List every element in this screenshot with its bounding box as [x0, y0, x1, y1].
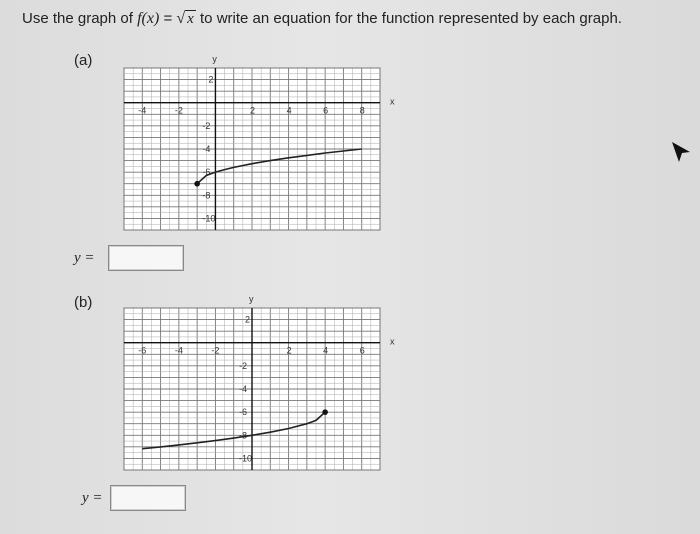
x-tick-label: 8 — [359, 105, 365, 116]
part-b-label: (b) — [74, 294, 93, 311]
y-tick-label: -10 — [202, 213, 216, 224]
y-tick-label: -6 — [202, 167, 211, 178]
part-b-answer-prefix: y = — [82, 490, 103, 506]
y-tick-label: -2 — [239, 360, 248, 371]
equals-sign: = — [159, 10, 177, 27]
y-tick-label: -4 — [202, 144, 211, 154]
x-tick-label: -6 — [138, 345, 147, 356]
x-tick-label: 2 — [286, 345, 292, 356]
radical-sign: √ — [176, 10, 186, 27]
y-axis-label: y — [212, 54, 217, 64]
graph-a — [110, 50, 400, 240]
question-prefix: Use the graph of — [22, 10, 138, 27]
y-tick-label: -8 — [202, 190, 211, 201]
part-a-answer-input[interactable] — [108, 245, 184, 271]
y-tick-label: -10 — [239, 453, 253, 464]
x-tick-label: 4 — [323, 345, 329, 356]
x-axis-label: x — [390, 96, 395, 107]
x-tick-label: 4 — [286, 105, 292, 116]
x-tick-label: 6 — [323, 105, 329, 116]
y-tick-label: 2 — [208, 74, 214, 85]
radicand: x — [187, 11, 194, 27]
question-text — [22, 10, 622, 28]
y-tick-label: 2 — [245, 314, 251, 325]
part-b-answer-input[interactable] — [110, 485, 186, 511]
curve-endpoint — [194, 181, 200, 187]
y-axis-label: y — [249, 294, 254, 304]
mouse-pointer-icon — [670, 140, 694, 166]
x-tick-label: -4 — [174, 345, 183, 356]
x-tick-label: -2 — [211, 345, 220, 356]
graph-b — [110, 290, 400, 480]
x-tick-label: 6 — [359, 345, 365, 356]
curve-endpoint — [322, 409, 328, 415]
y-tick-label: -6 — [239, 407, 248, 418]
x-tick-label: 2 — [250, 105, 256, 116]
function-name: f(x) — [137, 10, 160, 27]
x-tick-label: -4 — [138, 105, 147, 116]
question-suffix: to write an equation for the function represented by each graph. — [195, 10, 622, 27]
y-tick-label: -4 — [239, 384, 248, 394]
x-axis-label: x — [390, 336, 395, 347]
part-a-answer-prefix: y = — [74, 250, 95, 266]
y-tick-label: -8 — [239, 430, 248, 441]
y-tick-label: -2 — [202, 120, 211, 131]
x-tick-label: -2 — [174, 105, 183, 116]
part-a-label: (a) — [74, 52, 93, 69]
